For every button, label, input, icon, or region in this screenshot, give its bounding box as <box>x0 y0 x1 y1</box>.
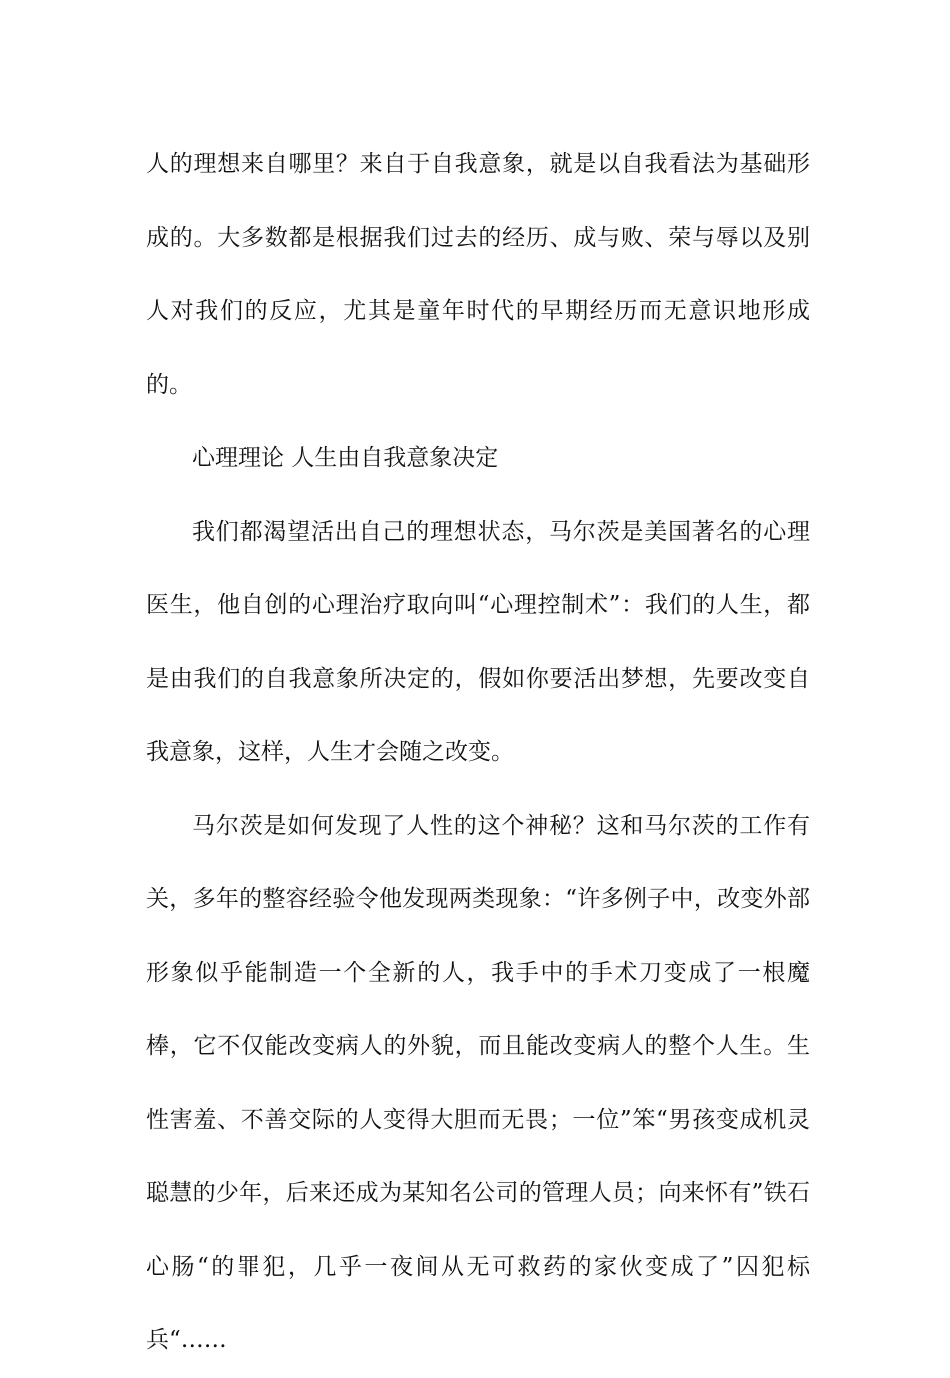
paragraph-maltz-discovery: 马尔茨是如何发现了人性的这个神秘？这和马尔茨的工作有关，多年的整容经验令他发现两类现象：“许多例子中，改变外部形象似乎能制造一个全新的人，我手中的手术刀变成了一根魔棒，它不仅能改变病人的外貌，而且能改变病人的整个人生。生性害羞、不善交际的人变得大胆而无畏；一位”笨“男孩变成机灵聪慧的少年，后来还成为某知名公司的管理人员；向来怀有”铁石心肠“的罪犯，几乎一夜间从无可救药的家伙变成了”囚犯标兵“…… <box>146 812 810 1353</box>
paragraph-maltz-theory: 我们都渴望活出自己的理想状态，马尔茨是美国著名的心理医生，他自创的心理治疗取向叫“心理控制术”：我们的人生，都是由我们的自我意象所决定的，假如你要活出梦想，先要改变自我意象，这样，人生才会随之改变。 <box>146 518 810 765</box>
document-body <box>146 128 810 1378</box>
paragraph-self-image-origin: 人的理想来自哪里？来自于自我意象，就是以自我看法为基础形成的。大多数都是根据我们过去的经历、成与败、荣与辱以及别人对我们的反应，尤其是童年时代的早期经历而无意识地形成的。 <box>146 151 810 398</box>
section-heading: 心理理论 人生由自我意象决定 <box>192 445 499 471</box>
